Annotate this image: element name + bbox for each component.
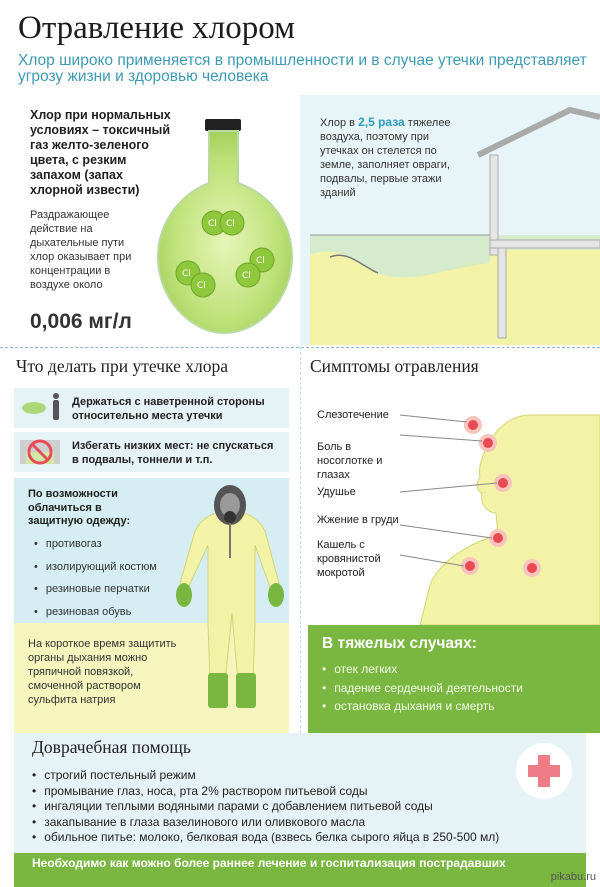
list-item: • строгий постельный режим [32, 768, 499, 784]
todo-title: Что делать при утечке хлора [16, 356, 228, 376]
medical-cross-icon [516, 743, 572, 799]
svg-text:Cl: Cl [197, 281, 206, 291]
protect-heading: По возможности облачиться в защитную одежду: [28, 488, 131, 527]
symptom-marker [479, 434, 497, 452]
list-item: • промывание глаз, носа, рта 2% раствором питьевой соды [32, 784, 499, 800]
list-item: • резиновые перчатки [34, 583, 157, 606]
page-title: Отравление хлором [18, 10, 296, 46]
list-item: • закапывание в глаза вазелинового или оливкового масла [32, 815, 499, 831]
symptom-label: Удушье [317, 486, 356, 498]
footer-text: Необходимо как можно более раннее лечение и госпитализация пострадавших [32, 856, 506, 870]
list-item: • остановка дыхания и смерть [322, 699, 523, 718]
symptoms-title: Симптомы отравления [310, 356, 479, 376]
list-item: • резиновая обувь [34, 606, 157, 629]
chlorine-info-panel [0, 95, 300, 345]
page-subtitle: Хлор широко применяется в промышленности и в случае утечки представляет угрозу жизни и здоровью человека [18, 52, 587, 85]
protect-list [34, 538, 157, 628]
chlorine-description: Хлор при нормальных условиях – токсичный газ желто-зеленого цвета, с резким запахом (запах хлорной извести) [30, 108, 171, 197]
first-aid-list [32, 768, 499, 846]
list-item: • обильное питье: молоко, белковая вода (взвесь белка сырого яйца в 250-500 мл) [32, 830, 499, 846]
irritant-description: Раздражающее действие на дыхательные пути хлор оказывает при концентрации в воздухе около [30, 209, 132, 291]
severe-cases-panel [308, 625, 600, 733]
symptom-marker [464, 416, 482, 434]
severe-heading: В тяжелых случаях: [322, 635, 477, 652]
svg-text:Cl: Cl [182, 269, 191, 279]
flask-illustration [0, 95, 300, 345]
hazmat-suit-illustration [180, 483, 290, 718]
list-item: • изолирующий костюм [34, 561, 157, 584]
svg-text:Cl: Cl [256, 256, 265, 266]
footer-banner [14, 853, 586, 887]
svg-text:Cl: Cl [226, 219, 235, 229]
symptom-label: Кашель с кровянистой мокротой [317, 539, 381, 579]
concentration-value: 0,006 мг/л [30, 310, 132, 333]
todo-item-avoid-low: Избегать низких мест: не спускаться в подвалы, тоннели и т.п. [14, 432, 289, 472]
human-body-illustration [400, 395, 600, 625]
severe-list [322, 662, 523, 718]
list-item: • ингаляции теплыми водяными парами с добавлением питьевой соды [32, 799, 499, 815]
symptom-label: Жжение в груди [317, 514, 399, 526]
list-item: • противогаз [34, 538, 157, 561]
symptom-label: Боль в носоглотке и глазах [317, 441, 383, 481]
svg-text:Cl: Cl [242, 271, 251, 281]
column-divider [300, 347, 301, 733]
no-entry-icon [16, 432, 66, 472]
svg-text:Cl: Cl [208, 219, 217, 229]
watermark: pikabu.ru [550, 871, 596, 883]
list-item: • отек легких [322, 662, 523, 681]
symptom-label: Слезотечение [317, 409, 389, 421]
first-aid-panel [14, 733, 586, 853]
gas-heavier-panel [300, 95, 600, 345]
heavier-than-air-text: Хлор в 2,5 раза тяжелее воздуха, поэтому при утечках он стелется по земле, заполняет овраги, подвалы, первые этажи зданий [320, 115, 451, 199]
bandage-text: На короткое время защитить органы дыхания можно тряпичной повязкой, смоченной раствором сульфита натрия [28, 638, 177, 706]
top-section [0, 95, 600, 345]
list-item: • падение сердечной деятельности [322, 681, 523, 700]
building-illustration [300, 95, 600, 345]
todo-item-windward: Держаться с наветренной стороны относительно места утечки [14, 388, 289, 428]
wind-person-icon [16, 388, 66, 428]
symptom-marker [523, 559, 541, 577]
first-aid-title: Доврачебная помощь [32, 737, 191, 757]
cl2-molecule [202, 211, 244, 235]
